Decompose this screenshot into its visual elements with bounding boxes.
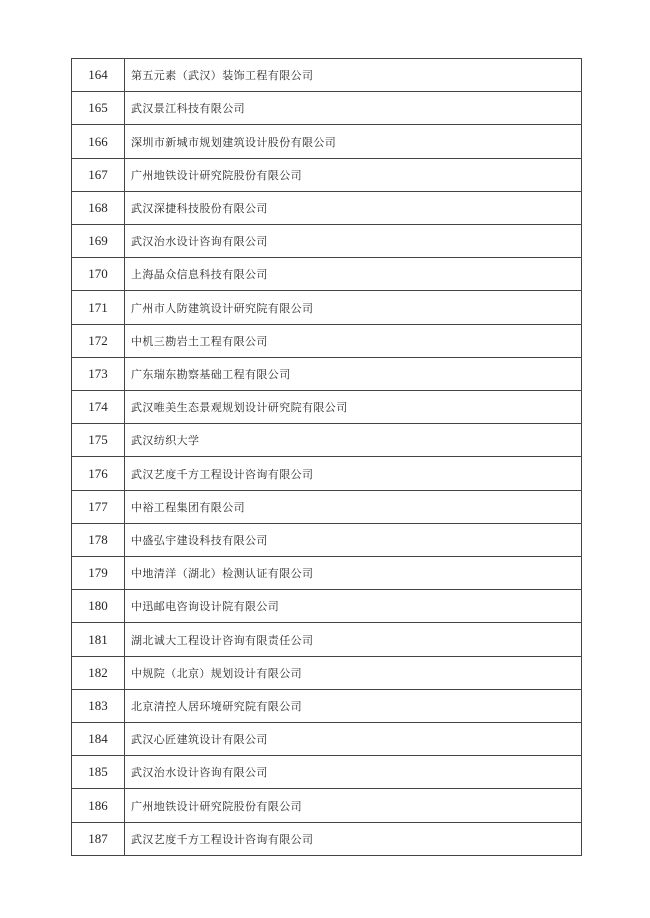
row-number-cell: 183 bbox=[72, 690, 125, 722]
table-row bbox=[72, 457, 581, 490]
row-number-cell: 184 bbox=[72, 723, 125, 755]
company-name-cell: 中裕工程集团有限公司 bbox=[131, 501, 245, 514]
row-number-cell: 174 bbox=[72, 391, 125, 423]
company-name-cell: 上海晶众信息科技有限公司 bbox=[131, 269, 268, 282]
company-name-cell: 武汉治水设计咨询有限公司 bbox=[131, 767, 268, 780]
company-name-cell: 深圳市新城市规划建筑设计股份有限公司 bbox=[131, 136, 337, 149]
row-number-cell: 186 bbox=[72, 789, 125, 821]
table-row bbox=[72, 723, 581, 756]
company-name-cell: 第五元素（武汉）装饰工程有限公司 bbox=[131, 70, 314, 83]
company-name-cell: 中规院（北京）规划设计有限公司 bbox=[131, 667, 302, 680]
row-number-cell: 173 bbox=[72, 358, 125, 390]
row-number-cell: 171 bbox=[72, 291, 125, 323]
table-row bbox=[72, 524, 581, 557]
company-name-cell: 广州地铁设计研究院股份有限公司 bbox=[131, 800, 302, 813]
row-number-cell: 164 bbox=[72, 59, 125, 91]
table-row bbox=[72, 325, 581, 358]
table-row bbox=[72, 225, 581, 258]
row-number-cell: 175 bbox=[72, 424, 125, 456]
table-row bbox=[72, 590, 581, 623]
company-name-cell: 中机三勘岩土工程有限公司 bbox=[131, 335, 268, 348]
table-row bbox=[72, 557, 581, 590]
row-number-cell: 179 bbox=[72, 557, 125, 589]
company-name-cell: 武汉深捷科技股份有限公司 bbox=[131, 202, 268, 215]
row-number-cell: 180 bbox=[72, 590, 125, 622]
company-name-cell: 中盛弘宇建设科技有限公司 bbox=[131, 534, 268, 547]
table-row bbox=[72, 59, 581, 92]
row-number-cell: 178 bbox=[72, 524, 125, 556]
row-number-cell: 170 bbox=[72, 258, 125, 290]
company-name-cell: 北京清控人居环境研究院有限公司 bbox=[131, 700, 302, 713]
table-row bbox=[72, 92, 581, 125]
company-name-cell: 武汉唯美生态景观规划设计研究院有限公司 bbox=[131, 402, 348, 415]
table-row bbox=[72, 756, 581, 789]
company-name-cell: 武汉治水设计咨询有限公司 bbox=[131, 236, 268, 249]
table-row bbox=[72, 789, 581, 822]
table-row bbox=[72, 192, 581, 225]
company-name-cell: 武汉艺度千方工程设计咨询有限公司 bbox=[131, 833, 314, 846]
row-number-cell: 166 bbox=[72, 125, 125, 157]
company-roster-table bbox=[71, 58, 582, 856]
row-number-cell: 165 bbox=[72, 92, 125, 124]
company-name-cell: 广州市人防建筑设计研究院有限公司 bbox=[131, 302, 314, 315]
table-row bbox=[72, 491, 581, 524]
company-name-cell: 广东瑞东勘察基础工程有限公司 bbox=[131, 368, 291, 381]
row-number-cell: 172 bbox=[72, 325, 125, 357]
table-row bbox=[72, 424, 581, 457]
company-name-cell: 武汉纺织大学 bbox=[131, 435, 200, 448]
row-number-cell: 187 bbox=[72, 823, 125, 855]
company-name-cell: 湖北诚大工程设计咨询有限责任公司 bbox=[131, 634, 314, 647]
company-name-cell: 武汉心匠建筑设计有限公司 bbox=[131, 734, 268, 747]
row-number-cell: 168 bbox=[72, 192, 125, 224]
table-row bbox=[72, 391, 581, 424]
table-row bbox=[72, 125, 581, 158]
row-number-cell: 181 bbox=[72, 623, 125, 655]
table-row bbox=[72, 823, 581, 855]
row-number-cell: 182 bbox=[72, 657, 125, 689]
company-name-cell: 中迅邮电咨询设计院有限公司 bbox=[131, 601, 280, 614]
table-row bbox=[72, 159, 581, 192]
company-name-cell: 武汉景江科技有限公司 bbox=[131, 103, 245, 116]
table-row bbox=[72, 258, 581, 291]
row-number-cell: 185 bbox=[72, 756, 125, 788]
table-row bbox=[72, 291, 581, 324]
company-name-cell: 武汉艺度千方工程设计咨询有限公司 bbox=[131, 468, 314, 481]
table-row bbox=[72, 657, 581, 690]
row-number-cell: 167 bbox=[72, 159, 125, 191]
table-row bbox=[72, 358, 581, 391]
row-number-cell: 169 bbox=[72, 225, 125, 257]
company-name-cell: 中地清洋（湖北）检测认证有限公司 bbox=[131, 568, 314, 581]
company-name-cell: 广州地铁设计研究院股份有限公司 bbox=[131, 169, 302, 182]
row-number-cell: 176 bbox=[72, 457, 125, 489]
table-row bbox=[72, 623, 581, 656]
row-number-cell: 177 bbox=[72, 491, 125, 523]
table-row bbox=[72, 690, 581, 723]
